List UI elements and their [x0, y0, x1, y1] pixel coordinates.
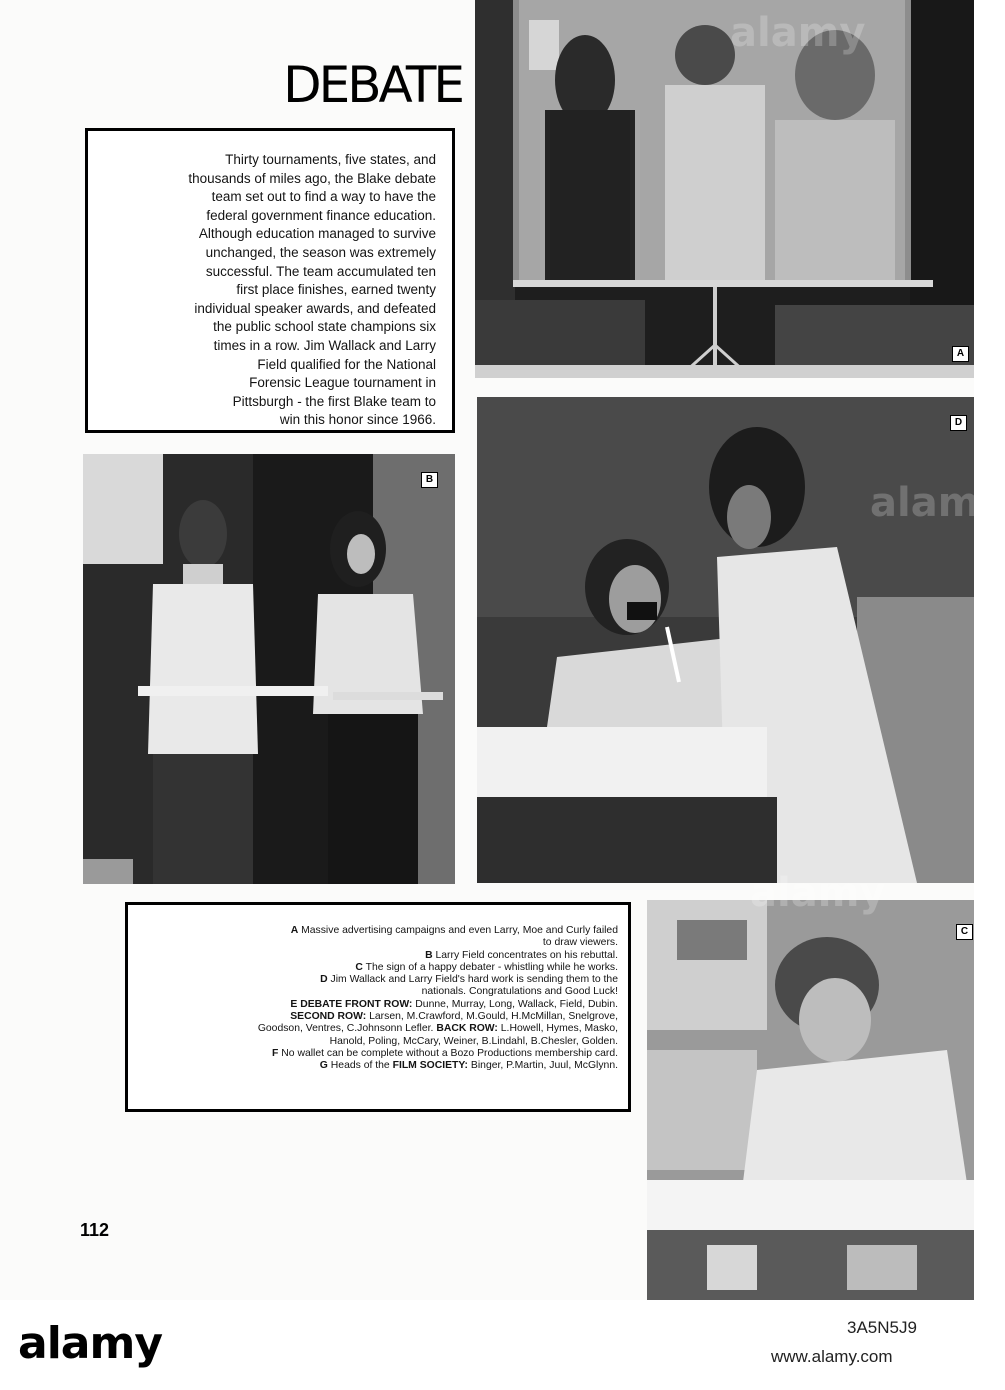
photo-b-two-students: [83, 454, 455, 884]
image-id: 3A5N5J9: [847, 1318, 917, 1337]
intro-line: federal government finance education.: [206, 207, 436, 223]
intro-line: win this honor since 1966.: [279, 412, 436, 428]
caption-g: [136, 1060, 618, 1072]
caption-key: C: [355, 961, 363, 973]
caption-b: [136, 950, 618, 962]
intro-line: Pittsburgh - the first Blake team to: [232, 393, 436, 409]
caption-b-text: Larry Field concentrates on his rebuttal.: [435, 949, 618, 961]
intro-line: Thirty tournaments, five states, and: [225, 152, 436, 167]
intro-line: unchanged, the season was extremely: [205, 244, 436, 260]
caption-second-row-text2: Goodson, Ventres, C.Johnsonn Lefler.: [257, 1023, 434, 1035]
photo-d-label: D: [950, 415, 967, 431]
caption-back-row-text2: Hanold, Poling, McCary, Weiner, B.Lindahl, B.Chesler, Golden.: [329, 1035, 618, 1047]
caption-key: F: [272, 1047, 279, 1059]
caption-d-line2: nationals. Congratulations and Good Luck!: [421, 986, 618, 998]
caption-d: [136, 974, 618, 986]
caption-key: BACK ROW:: [436, 1023, 498, 1035]
page-title: DEBATE: [283, 56, 462, 114]
photo-a-projection-screen: [475, 0, 974, 378]
page-number: 112: [80, 1220, 110, 1240]
caption-key: FILM SOCIETY:: [392, 1060, 469, 1072]
intro-line: Although education managed to survive: [198, 226, 436, 242]
caption-d-line1: Jim Wallack and Larry Field's hard work is sending them to the: [330, 974, 618, 986]
caption-key: E DEBATE FRONT ROW:: [290, 998, 413, 1010]
caption-second-row-text1: Larsen, M.Crawford, M.Gould, H.McMillan, Snelgrove,: [369, 1011, 618, 1023]
caption-a: [136, 925, 618, 937]
intro-line: team set out to find a way to have the: [211, 189, 436, 205]
caption-e-text: Dunne, Murray, Long, Wallack, Field, Dubin.: [415, 998, 618, 1010]
caption-f-text: No wallet can be complete without a Bozo Productions membership card.: [281, 1047, 618, 1059]
intro-text: [96, 151, 436, 430]
caption-a-line1: Massive advertising campaigns and even Larry, Moe and Curly failed: [301, 925, 618, 936]
caption-f: [136, 1048, 618, 1060]
watermark-overlay: alamy: [730, 10, 866, 56]
caption-box: [125, 902, 631, 1112]
caption-e: [136, 999, 618, 1011]
caption-back-row: [136, 1023, 618, 1035]
caption-key: G: [319, 1060, 328, 1072]
photo-b-label: B: [421, 472, 438, 488]
intro-box: [85, 128, 455, 433]
alamy-logo: alamy: [18, 1318, 162, 1369]
intro-line: successful. The team accumulated ten: [205, 263, 436, 279]
intro-line: thousands of miles ago, the Blake debate: [188, 170, 436, 186]
intro-line: individual speaker awards, and defeated: [194, 300, 436, 316]
watermark-overlay: alamy: [750, 870, 886, 916]
intro-line: Field qualified for the National: [257, 356, 436, 372]
caption-g-text1: Heads of the: [330, 1060, 390, 1072]
caption-a-line2: to draw viewers.: [542, 937, 618, 949]
photo-c-student-working: [647, 900, 974, 1300]
caption-second-row: [136, 1011, 618, 1023]
intro-line: times in a row. Jim Wallack and Larry: [213, 337, 436, 353]
caption-key: A: [290, 925, 299, 936]
caption-key: D: [320, 974, 328, 986]
photo-d-students-reviewing: [477, 397, 974, 883]
caption-key: B: [425, 949, 433, 961]
caption-back-row-text1: L.Howell, Hymes, Masko,: [500, 1023, 618, 1035]
caption-c-text: The sign of a happy debater - whistling while he works.: [365, 961, 618, 973]
caption-text: [136, 925, 618, 1073]
caption-key: SECOND ROW:: [290, 1011, 367, 1023]
caption-g-text2: Binger, P.Martin, Juul, McGlynn.: [470, 1060, 618, 1072]
watermark-overlay: alamy: [870, 480, 1005, 526]
intro-line: the public school state champions six: [213, 319, 436, 335]
photo-c-label: C: [956, 924, 973, 940]
watermark-url: www.alamy.com: [771, 1347, 893, 1366]
intro-line: Forensic League tournament in: [249, 375, 436, 391]
photo-a-label: A: [952, 346, 969, 362]
intro-line: first place finishes, earned twenty: [236, 282, 436, 298]
caption-c: [136, 962, 618, 974]
